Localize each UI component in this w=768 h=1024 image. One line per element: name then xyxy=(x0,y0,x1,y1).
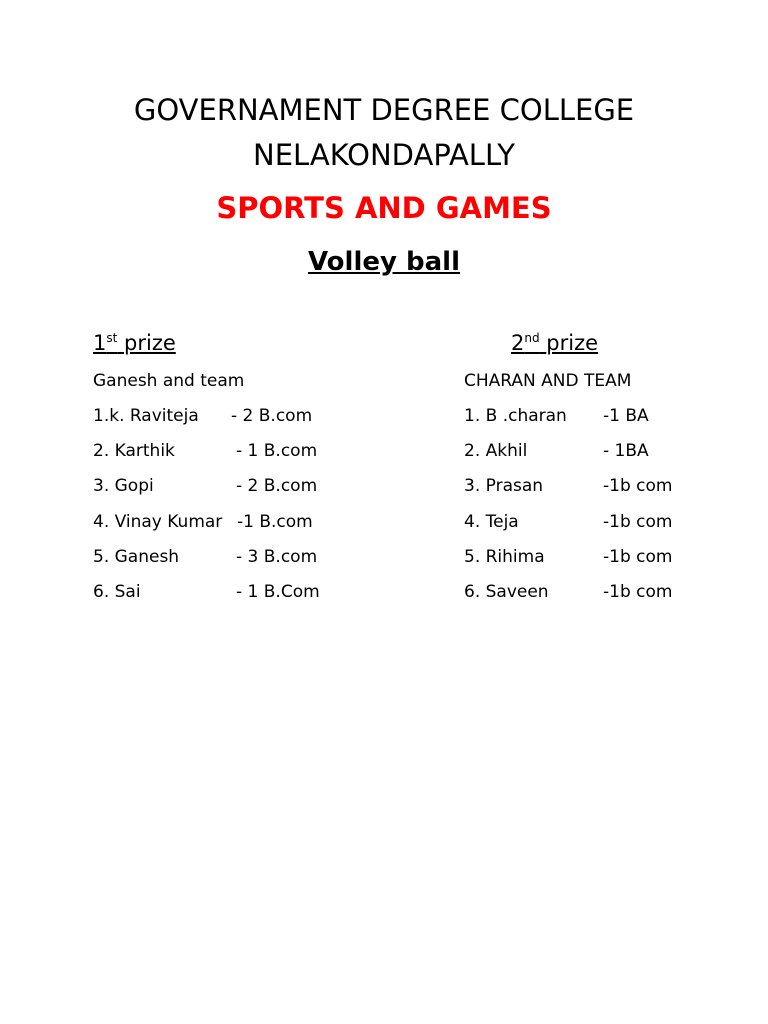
first-prize-number: 1 xyxy=(93,331,107,355)
game-heading: Volley ball xyxy=(307,247,460,277)
member-class: -1b com xyxy=(603,581,673,602)
member-class: - 2 B.com xyxy=(231,406,313,426)
second-prize-team-name: CHARAN AND TEAM xyxy=(464,371,632,391)
member-class: - 1BA xyxy=(603,441,649,462)
list-item xyxy=(464,471,754,506)
second-prize-heading xyxy=(511,326,598,360)
second-prize-list xyxy=(464,366,754,612)
list-item xyxy=(464,507,754,542)
member-name: 4. Vinay Kumar xyxy=(93,511,223,532)
first-prize-team-name: Ganesh and team xyxy=(93,371,245,391)
member-name: 3. Prasan xyxy=(464,476,544,497)
second-prize-number: 2 xyxy=(511,331,525,355)
member-class: -1b com xyxy=(603,476,673,497)
member-class: - 2 B.com xyxy=(236,476,318,497)
member-name: 5. Ganesh xyxy=(93,546,180,567)
list-item xyxy=(93,436,393,471)
member-name: 6. Saveen xyxy=(464,581,549,602)
member-name: 2. Karthik xyxy=(93,441,175,462)
second-prize-ordinal-suffix: nd xyxy=(524,331,540,345)
first-prize-list xyxy=(93,366,393,612)
first-prize-heading xyxy=(93,326,176,360)
member-class: -1b com xyxy=(603,511,673,532)
member-name: 3. Gopi xyxy=(93,476,154,497)
list-item xyxy=(464,577,754,612)
member-class: -1b com xyxy=(603,546,673,567)
list-item xyxy=(93,401,393,436)
list-item xyxy=(93,542,393,577)
member-class: - 3 B.com xyxy=(236,546,318,567)
member-name: 6. Sai xyxy=(93,581,141,602)
list-item xyxy=(93,577,393,612)
second-prize-label: prize xyxy=(546,331,599,355)
member-name: 5. Rihima xyxy=(464,546,545,567)
list-item xyxy=(464,542,754,577)
member-class: -1 B.com xyxy=(237,511,313,532)
college-name-line-1: GOVERNAMENT DEGREE COLLEGE xyxy=(133,93,635,127)
list-item xyxy=(464,436,754,471)
member-name: 2. Akhil xyxy=(464,441,528,462)
list-item xyxy=(464,401,754,436)
list-item xyxy=(93,471,393,506)
member-name: 1. B .charan xyxy=(464,406,567,426)
section-heading: SPORTS AND GAMES xyxy=(216,191,552,225)
member-name: 4. Teja xyxy=(464,511,519,532)
member-class: -1 BA xyxy=(603,406,649,426)
first-prize-label: prize xyxy=(124,331,176,355)
member-class: - 1 B.Com xyxy=(236,581,320,602)
college-name-line-2: NELAKONDAPALLY xyxy=(253,138,515,172)
list-item xyxy=(93,507,393,542)
college-name xyxy=(0,88,768,178)
member-name: 1.k. Raviteja xyxy=(93,406,199,426)
member-class: - 1 B.com xyxy=(236,441,318,462)
first-prize-ordinal-suffix: st xyxy=(106,331,118,345)
